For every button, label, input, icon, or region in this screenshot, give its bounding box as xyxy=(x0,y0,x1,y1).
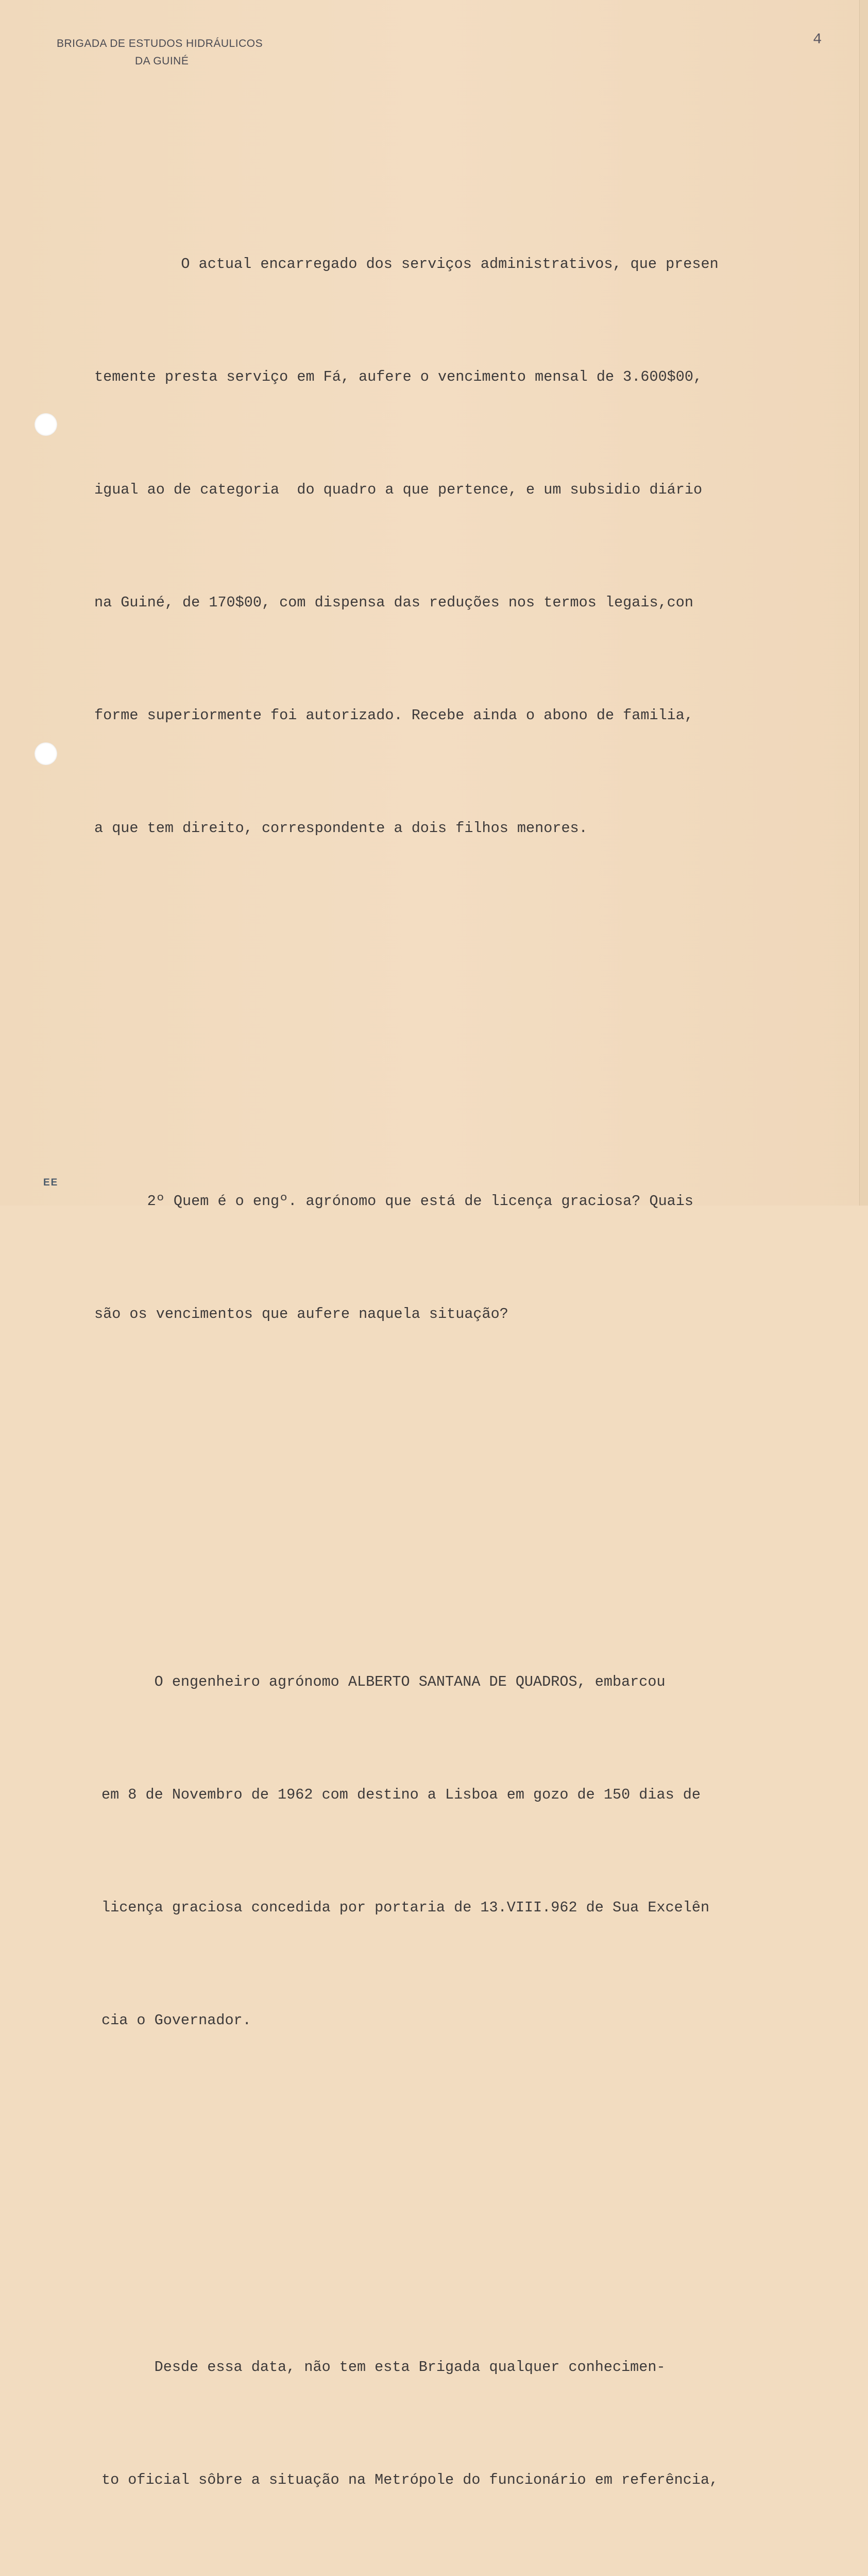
text-line: O engenheiro agrónomo ALBERTO SANTANA DE QUADROS, embarcou xyxy=(101,1673,666,1690)
text-line: Desde essa data, não tem esta Brigada qualquer conhecimen- xyxy=(101,2359,666,2376)
paragraph-no-knowledge xyxy=(101,2273,857,2576)
text-line: na Guiné, de 170$00, com dispensa das reduções nos termos legais,con xyxy=(94,594,693,611)
text-line: a que tem direito, correspondente a dois filhos menores. xyxy=(94,820,588,837)
text-line: em 8 de Novembro de 1962 com destino a Lisboa em gozo de 150 dias de xyxy=(101,1786,701,1803)
paragraph-administrative-staff xyxy=(94,170,857,922)
page-edge xyxy=(859,0,868,1206)
text-line: forme superiormente foi autorizado. Recebe ainda o abono de familia, xyxy=(94,707,693,724)
paragraph-question-2 xyxy=(94,1107,857,1408)
paragraph-engineer-leave xyxy=(101,1588,857,2114)
letter-body xyxy=(94,95,857,2576)
letterhead-org-line1: BRIGADA DE ESTUDOS HIDRÁULICOS xyxy=(57,38,263,49)
letterhead-org-line2: DA GUINÉ xyxy=(135,55,189,67)
text-line: temente presta serviço em Fá, aufere o vencimento mensal de 3.600$00, xyxy=(94,368,703,385)
text-line: 2º Quem é o engº. agrónomo que está de licença graciosa? Quais xyxy=(94,1193,693,1210)
text-line xyxy=(101,2574,857,2576)
footer-mark: EE xyxy=(43,1177,59,1188)
page-number: 4 xyxy=(813,31,822,48)
punch-hole-lower xyxy=(35,742,57,765)
letterhead xyxy=(57,35,263,70)
punch-hole-upper xyxy=(35,413,57,436)
text-line: licença graciosa concedida por portaria de 13.VIII.962 de Sua Excelên xyxy=(101,1899,710,1916)
text-line: O actual encarregado dos serviços administrativos, que presen xyxy=(146,256,719,273)
text-line: são os vencimentos que aufere naquela situação? xyxy=(94,1306,508,1323)
text-line: cia o Governador. xyxy=(101,2012,251,2029)
text-line: igual ao de categoria do quadro a que pertence, e um subsidio diário xyxy=(94,481,703,498)
text-line: to oficial sôbre a situação na Metrópole do funcionário em referência, xyxy=(101,2471,719,2488)
